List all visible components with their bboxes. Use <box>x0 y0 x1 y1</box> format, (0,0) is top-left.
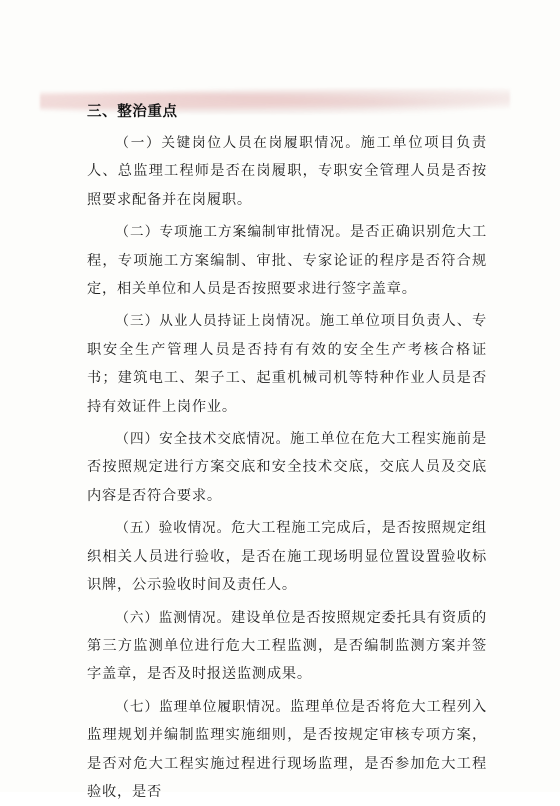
paragraph-item-2 <box>87 218 487 303</box>
paragraph-item-4 <box>87 425 487 510</box>
document-body <box>87 101 487 806</box>
paragraph-item-7 <box>87 693 487 806</box>
item-body: 施工单位项目负责人、总监理工程师是否在岗履职，专职安全管理人员是否按照要求配备并在岗履职。 <box>87 135 487 208</box>
item-lead: （六）监测情况。 <box>115 609 232 626</box>
item-body: 是否正确识别危大工程，专项施工方案编制、审批、专家论证的程序是否符合规定，相关单位和人员是否按照要求进行签字盖章。 <box>87 224 487 298</box>
paragraph-item-5 <box>87 514 487 599</box>
item-body: 监理单位是否将危大工程列入监理规划并编制监理实施细则，是否按规定审核专项方案，是否对危大工程实施过程进行现场监理，是否参加危大工程验收，是否 <box>87 698 487 800</box>
paragraph-item-6 <box>87 604 487 689</box>
item-body: 建设单位是否按照规定委托具有资质的第三方监测单位进行危大工程监测，是否编制监测方案并签字盖章，是否及时报送监测成果。 <box>87 609 487 683</box>
item-body: 危大工程施工完成后，是否按照规定组织相关人员进行验收，是否在施工现场明显位置设置验收标识牌，公示验收时间及责任人。 <box>87 520 487 594</box>
item-lead: （一）关键岗位人员在岗履职情况。 <box>115 135 361 151</box>
item-lead: （二）专项施工方案编制审批情况。 <box>115 224 350 241</box>
item-body: 施工单位项目负责人、专职安全生产管理人员是否持有有效的安全生产考核合格证书；建筑电工、架子工、起重机械司机等特种作业人员是否持有效证件上岗作业。 <box>87 313 487 415</box>
paragraph-item-1 <box>87 129 487 214</box>
item-body: 施工单位在危大工程实施前是否按照规定进行方案交底和安全技术交底，交底人员及交底内容是否符合要求。 <box>87 431 487 504</box>
paragraph-item-3 <box>87 307 487 421</box>
item-lead: （三）从业人员持证上岗情况。 <box>115 313 320 330</box>
item-lead: （四）安全技术交底情况。 <box>115 431 291 448</box>
item-lead: （七）监理单位履职情况。 <box>115 698 291 715</box>
section-heading: 三、整治重点 <box>87 104 178 120</box>
item-lead: （五）验收情况。 <box>115 520 232 537</box>
